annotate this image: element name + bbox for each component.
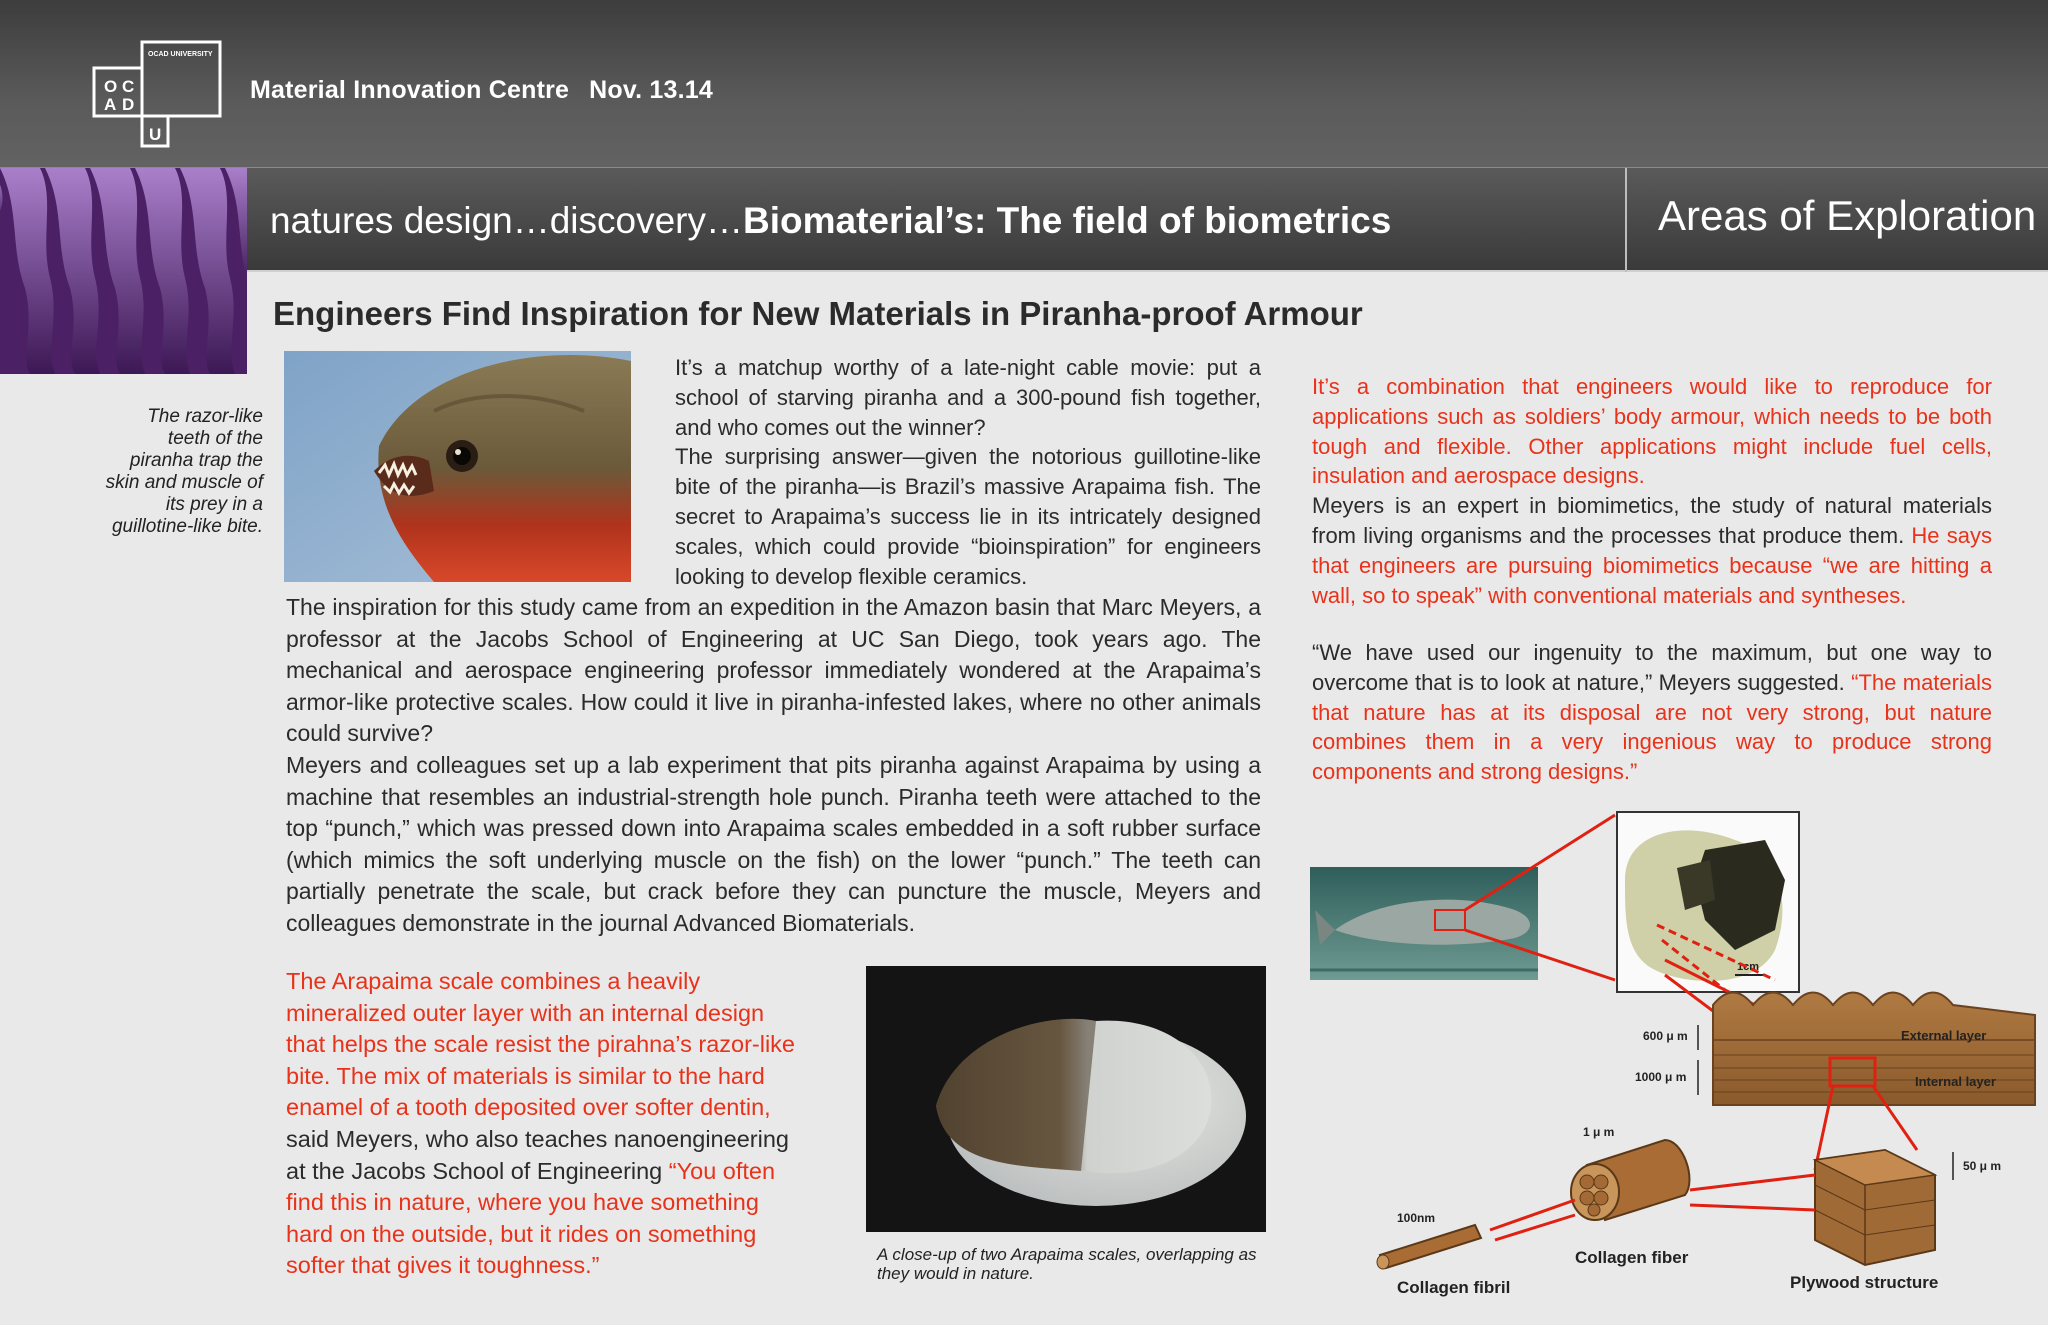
dim-50um-label: 50 μ m [1963,1159,2002,1173]
right-red-3: “The materials that nature has at its disposal are not very strong, but nature combines them in a very ingenious way to produce strong components and strong designs.” [1312,669,1992,785]
logo-letter-c: C [122,77,135,96]
section-title-bold: Biomaterial’s: The field of biometrics [743,200,1392,241]
scale-photo-caption: A close-up of two Arapaima scales, overlapping as they would in nature. [877,1245,1257,1283]
logo-letter-o: O [104,77,118,96]
intro-text-1: It’s a matchup worthy of a late-night cable movie: put a school of starving piranha and a 300-pound fish together, and who comes out the winner? [675,355,1261,440]
layered-scale-block [1635,993,2035,1106]
header-text [250,76,733,105]
right-red-2: He says that engineers are pursuing biomimetics because “we are hitting a wall, so to speak” with conventional materials and syntheses. [1312,522,1992,608]
section-title [270,200,1391,242]
dim-1um-label: 1 μ m [1583,1125,1615,1139]
dim-1000-label: 1000 μ m [1635,1070,1687,1084]
plywood-structure-block [1815,1150,2001,1265]
dim-600-label: 600 μ m [1643,1029,1688,1043]
internal-layer-label: Internal layer [1915,1074,1996,1089]
logo-letter-d: D [122,95,135,114]
title-divider [1625,168,1627,272]
right-red-1: It’s a combination that engineers would like to reproduce for applications such as soldiers’ body armour, which needs to be both tough and flexible. Other applications might include fuel cells, insulation and aerospace designs. [1312,374,1992,489]
centre-name: Material Innovation Centre [250,76,570,104]
right-paragraph-2 [1312,638,1992,787]
piranha-caption: The razor-like teeth of the piranha trap the skin and muscle of its prey in a guillotine-like bite. [105,406,263,537]
scale-closeup-photo [1617,812,1799,992]
purple-scales-image [0,168,247,374]
scale-quote-red-2: “You often find this in nature, where you have something hard on the outside, but it rides on something softer that gives it toughness.” [286,1157,776,1279]
logo-letter-u: U [149,125,162,144]
main-text-2: Meyers and colleagues set up a lab experiment that pits piranha against Arapaima by using a machine that resembles an industrial-strength hole punch. Piranha teeth were attached to the top “punch,” which was pressed down into Arapaima scales embedded in a soft rubber surface (which mimics the soft underlying muscle on the fish) on the lower “punch.” The teeth can partially penetrate the scale, but crack before they can puncture the muscle, Meyers and colleagues demonstrate in the journal Advanced Biomaterials. [286,751,1261,936]
collagen-fibril-label: Collagen fibril [1397,1278,1511,1297]
plywood-structure-label: Plywood structure [1790,1273,1939,1292]
logo-letter-a: A [104,95,117,114]
section-title-prefix: natures design…discovery… [270,200,743,241]
collagen-fiber-label: Collagen fiber [1575,1248,1689,1267]
external-layer-label: External layer [1901,1028,1987,1043]
collagen-fibril-rod [1377,1225,1481,1269]
right-black-2: “We have used our ingenuity to the maximum, but one way to overcome that is to look at nature,” Meyers suggested. [1312,640,1992,695]
scale-quote-red-1: The Arapaima scale combines a heavily mineralized outer layer with an internal design that helps the scale resist the pirahna’s razor-like bite. The mix of materials is similar to the hard enamel of a tooth deposited over softer dentin, [286,968,795,1121]
header-date: Nov. 13.14 [589,76,713,104]
scale-quote-black: said Meyers, who also teaches nanoengineering at the Jacobs School of Engineering [286,1125,789,1184]
main-body [286,592,1261,940]
areas-of-exploration-title: Areas of Exploration [1658,192,2037,239]
ocad-university-logo [92,40,222,150]
piranha-photo [284,351,631,582]
right-black-1: Meyers is an expert in biomimetics, the study of natural materials from living organisms and the processes that produce them. [1312,493,1992,548]
intro-paragraph [675,353,1261,591]
dim-100nm-label: 100nm [1397,1211,1436,1225]
scale-bar-label: 1cm [1737,961,1760,973]
collagen-fiber-bundle [1571,1140,1689,1220]
arapaima-scales-photo [866,966,1266,1232]
article-headline: Engineers Find Inspiration for New Materials in Piranha-proof Armour [273,295,1363,332]
scale-quote-paragraph [286,966,806,1282]
hierarchical-structure-diagram [1305,810,2043,1305]
intro-text-2: The surprising answer—given the notorious guillotine-like bite of the piranha—is Brazil’s massive Arapaima fish. The secret to Arapaima’s success lie in its intricately designed scales, which could provide “bioinspiration” for engineers looking to develop flexible ceramics. [675,444,1261,589]
logo-top-text: OCAD UNIVERSITY [148,51,213,58]
right-paragraph-1 [1312,372,1992,610]
main-text-1: The inspiration for this study came from an expedition in the Amazon basin that Marc Meyers, a professor at the Jacobs School of Engineering at UC San Diego, took years ago. The mechanical and aerospace engineering professor immediately wondered at the Arapaima’s armor-like protective scales. How could it live in piranha-infested lakes, where no other animals could survive? [286,594,1261,747]
